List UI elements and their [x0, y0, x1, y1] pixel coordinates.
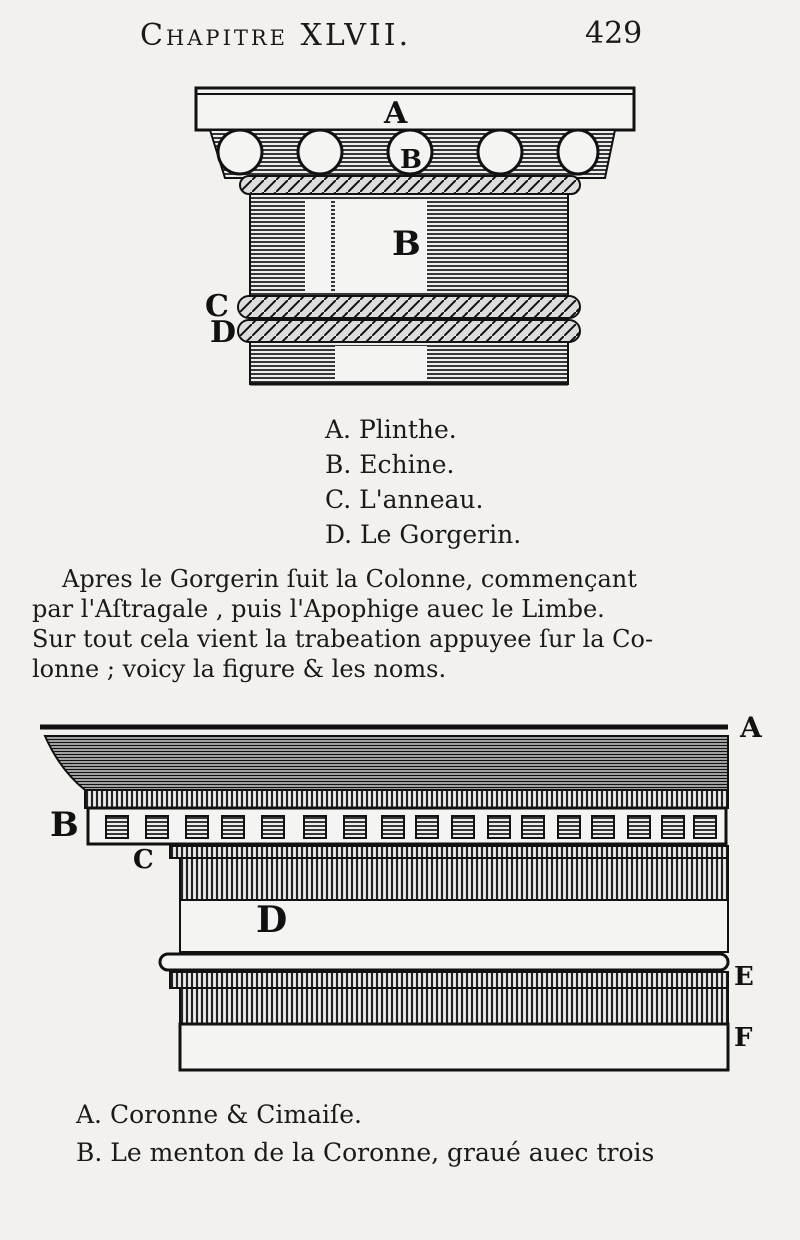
label-b: B [50, 805, 79, 845]
label-c: C [133, 845, 154, 875]
legend-item: C. L'anneau. [325, 485, 484, 514]
label-b-lower: B [392, 224, 421, 264]
label-f: F [734, 1023, 753, 1053]
legend-item: D. Le Gorgerin. [325, 520, 522, 549]
entablature-legend [76, 1096, 654, 1172]
body-paragraph [32, 564, 657, 684]
label-a: A [384, 96, 408, 131]
legend-item: A. Plinthe. [325, 415, 457, 444]
legend-item: B. Echine. [325, 450, 455, 479]
paragraph-line: Apres le Gorgerin ſuit la Colonne, commençant [62, 565, 637, 593]
label-d: D [256, 899, 288, 941]
label-d: D [210, 315, 237, 350]
label-e: E [734, 962, 754, 992]
label-b-upper: B [400, 145, 422, 175]
page-number: 429 [585, 16, 643, 51]
entablature-figure [40, 711, 763, 1070]
paragraph-line: Sur tout cela vient la trabeation appuyee ſur la Co- [32, 625, 654, 653]
paragraph-line: lonne ; voicy la figure & les noms. [32, 655, 447, 683]
legend-item: A. Coronne & Cimaiſe. [76, 1100, 362, 1129]
capital-figure [196, 88, 634, 384]
paragraph-line: par l'Aſtragale , puis l'Apophige auec le Limbe. [32, 595, 605, 623]
capital-legend [325, 412, 521, 552]
label-a: A [740, 711, 762, 744]
chapter-heading: Chapitre XLVII. [140, 18, 412, 53]
label-c: C [205, 289, 229, 324]
legend-item: B. Le menton de la Coronne, graué auec trois [76, 1138, 655, 1167]
